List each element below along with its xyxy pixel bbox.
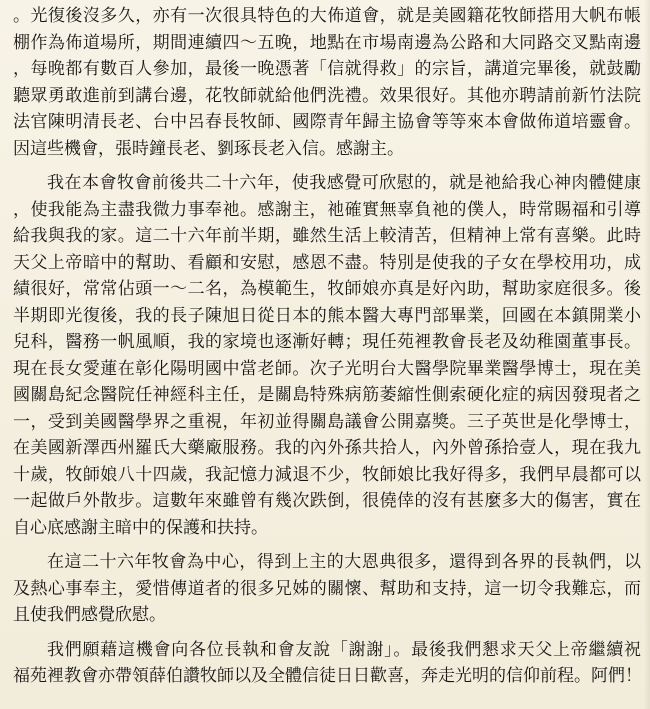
- text-line: 一起做戶外散步。這數年來雖曾有幾次跌倒，很僥倖的沒有甚麼多大的傷害，實在: [13, 491, 641, 511]
- paragraph: [13, 549, 641, 629]
- text-line: ，使我能為主盡我微力事奉祂。感謝主，祂確實無辜負祂的僕人，時常賜福和引導: [13, 199, 641, 220]
- text-line: 在美國新澤西州羅氏大藥廠服務。我的內外孫共拾人，內外曾孫拾壹人，現在我九: [13, 438, 641, 458]
- text-line: 一，受到美國醫學界之重視，年初並得關島議會公開嘉獎。三子英世是化學博士，: [13, 411, 641, 432]
- paragraph: [13, 3, 641, 162]
- paragraph: [13, 637, 641, 690]
- text-line: 給我與我的家。這二十六年前半期，雖然生活上較清苦，但精神上常有喜樂。此時: [13, 226, 641, 246]
- text-line: 法官陳明清長老、台中呂春長牧師、國際青年歸主協會等等來本會做佈道培靈會。: [13, 112, 641, 132]
- text-line: 國關島紀念醫院任神經科主任，是關島特殊病筋萎縮性側索硬化症的病因發現者之: [13, 385, 641, 405]
- text-line: 兒科，醫務一帆風順，我的家境也逐漸好轉；現任苑裡教會長老及幼稚園董事長。: [13, 332, 641, 352]
- text-line: ，每晚都有數百人參加，最後一晚憑著「信就得救」的宗旨，講道完畢後，就鼓勵: [13, 59, 641, 79]
- text-line: 半期即光復後，我的長子陳旭日從日本的熊本醫大專門部畢業，回國在本鎮開業小: [13, 305, 641, 326]
- text-line: 績很好，常常佔頭一～二名，為模範生，牧師娘亦真是好內助，幫助家庭很多。後: [13, 279, 641, 299]
- text-line: 。光復後沒多久，亦有一次很具特色的大佈道會，就是美國籍花牧師搭用大帆布帳: [13, 6, 641, 26]
- document-body: [13, 3, 641, 698]
- text-line: 現在長女愛蓮在彰化陽明國中當老師。次子光明台大醫學院畢業醫學博士，現在美: [13, 358, 641, 379]
- text-line: 且使我們感覺欣慰。: [13, 605, 166, 625]
- page-edge-shadow: [644, 0, 650, 709]
- text-line: 在這二十六年牧會為中心，得到上主的大恩典很多，還得到各界的長執們，以: [47, 552, 641, 572]
- text-line: 我們願藉這機會向各位長執和會友說「謝謝」。最後我們懇求天父上帝繼續祝: [47, 639, 641, 660]
- text-line: 及熱心事奉主，愛惜傳道者的很多兄姊的關懷、幫助和支持，這一切令我難忘，而: [13, 578, 641, 599]
- text-line: 因這些機會，張時鐘長老、劉琢長老入信。感謝主。: [13, 138, 404, 159]
- text-line: 我在本會牧會前後共二十六年，使我感覺可欣慰的，就是祂給我心神肉體健康: [47, 173, 641, 193]
- text-line: 福苑裡教會亦帶領薛伯讚牧師以及全體信徒日日歡喜，奔走光明的信仰前程。阿們！: [13, 666, 642, 686]
- text-line: 棚作為佈道場所，期間連續四～五晚，地點在市場南邊為公路和大同路交叉點南邊: [13, 32, 641, 53]
- text-line: 十歲，牧師娘八十四歲，我記憶力減退不少，牧師娘比我好得多，我們早晨都可以: [13, 464, 641, 485]
- text-line: 聽眾勇敢進前到講台邊，花牧師就給他們洗禮。效果很好。其他亦聘請前新竹法院: [13, 85, 641, 106]
- text-line: 自心底感謝主暗中的保護和扶持。: [13, 517, 268, 538]
- text-line: 天父上帝暗中的幫助、看顧和安慰，感恩不盡。特別是使我的子女在學校用功，成: [13, 252, 641, 273]
- paragraph: [13, 170, 641, 541]
